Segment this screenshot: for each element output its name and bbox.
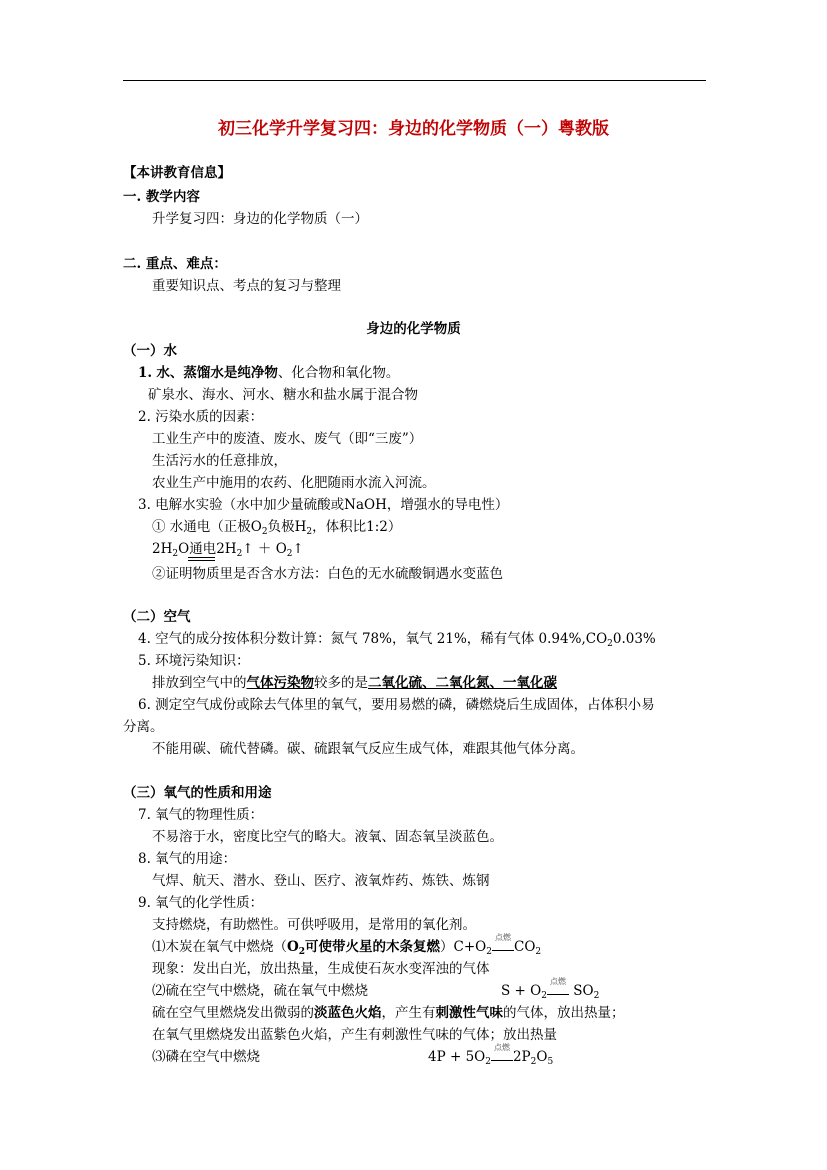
air-line-4: 6. 测定空气成份或除去气体里的氧气，要用易燃的磷，磷燃烧后生成固体，占体积小易 [138,697,655,713]
electrolysis-equation [152,540,304,563]
underlined-phrase: 二氧化硫、二氧化氮、一氧化碳 [368,675,557,691]
text: 4P + 5O [428,1049,486,1065]
oxygen-line-2: 不易溶于水，密度比空气的略大。液氧、固态氧呈淡蓝色。 [152,829,503,845]
water-line-8 [152,518,401,541]
air-line-2: 5. 环境污染知识： [138,653,250,669]
water-line-3: 2. 污染水质的因素： [138,409,264,425]
subscript: 2 [535,947,542,957]
oxygen-line-3: 8. 氧气的用途： [138,851,237,867]
phosphorus-combustion: ⑶磷在空气中燃烧 [152,1049,260,1065]
text: O [178,541,190,557]
subscript: 2 [593,991,600,1001]
text: ）C+O [440,939,487,955]
condition-label: 点燃 [493,1043,510,1052]
phosphorus-equation [428,1043,554,1071]
text: ① 水通电（正极O [152,519,262,535]
header-rule [123,80,706,81]
subscript: 2 [486,947,492,957]
subscript: 2 [541,991,547,1001]
water-line-2: 矿泉水、海水、河水、糖水和盐水属于混合物 [148,387,418,403]
subscript: 2 [485,1057,491,1067]
text: ↑ [292,541,304,557]
section-1-title: 一. 教学内容 [123,189,200,205]
carbon-combustion [152,933,542,961]
water-line-10: ②证明物质里是否含水方法：白色的无水硫酸铜遇水变蓝色 [152,566,503,582]
air-heading: （二）空气 [123,609,191,625]
document-title: 初三化学升学复习四：身边的化学物质（一）粤教版 [218,119,609,139]
text: ↑ ＋ O [242,541,287,557]
subscript: 2 [298,947,306,957]
air-line-6: 不能用碳、硫代替磷。碳、硫跟氧气反应生成气体，难跟其他气体分离。 [152,741,584,757]
section-2-body: 重要知识点、考点的复习与整理 [152,278,341,294]
water-line-7: 3. 电解水实验（水中加少量硫酸或NaOH，增强水的导电性） [138,497,509,513]
subscript: 2 [236,549,243,559]
water-heading: （一）水 [123,343,177,359]
text: 的气体，放出热量； [503,1005,625,1021]
air-line-5: 分离。 [123,719,164,735]
text: 硫在空气里燃烧发出微弱的 [152,1005,314,1021]
subscript: 2 [607,639,613,649]
text: ，体积比1:2） [312,519,402,535]
subscript: 2 [306,527,313,537]
text: 较多的是 [314,675,368,691]
text: 2H [216,541,237,557]
text: SO [573,983,594,999]
water-line-5: 生活污水的任意排放， [152,453,287,469]
text: 2H [152,541,173,557]
text: 2P [512,1049,531,1065]
condition-label: 点燃 [549,977,566,986]
sulfur-equation [501,977,600,1005]
subscript: 2 [261,527,268,537]
text: O [536,1049,548,1065]
oxygen-line-6: 支持燃烧，有助燃性。可供呼吸用，是常用的氧化剂。 [152,917,476,933]
subscript: 2 [286,549,293,559]
text: 、化合物和氧化物。 [277,365,400,381]
carbon-observation: 现象：发出白光，放出热量，生成使石灰水变浑浊的气体 [152,961,490,977]
equation-equals-sign [188,557,215,561]
oxygen-line-4: 气焊、航天、潜水、登山、医疗、液氧炸药、炼铁、炼钢 [152,873,490,889]
text: ⑴木炭在氧气中燃烧（ [152,939,287,955]
condition-label: 点燃 [494,933,511,942]
subscript: 2 [530,1057,537,1067]
ignition-condition [491,1043,513,1066]
center-heading: 身边的化学物质 [366,321,461,337]
reaction-condition: 通电 [189,541,217,557]
bold-phrase: 水、蒸馏水是纯净物 [156,365,278,381]
bold-text: 淡蓝色火焰 [314,1005,382,1021]
item-number: 1. [138,365,153,381]
section-2-title: 二. 重点、难点： [123,256,227,272]
sulfur-combustion: ⑵硫在空气中燃烧，硫在氧气中燃烧 [152,983,368,999]
text: 负极H [267,519,307,535]
text: 4. 空气的成分按体积分数计算：氮气 78%，氧气 21%，稀有气体 0.94%,CO [138,631,608,647]
subscript: 5 [547,1057,554,1067]
bold-text: 可使带火星的木条复燃 [305,939,441,955]
air-line-1 [138,630,656,653]
text: ，产生有 [381,1005,436,1021]
text: CO [513,939,536,955]
section-1-body: 升学复习四：身边的化学物质（一） [152,211,368,227]
water-line-6: 农业生产中施用的农药、化肥随雨水流入河流。 [152,475,436,491]
text: 排放到空气中的 [152,675,247,691]
water-line-4: 工业生产中的废渣、废水、废气（即“三废”） [152,431,423,447]
oxygen-line-5: 9. 氧气的化学性质： [138,895,264,911]
water-line-1 [138,364,399,382]
text: S + O [501,983,542,999]
ignition-condition [547,977,569,1000]
info-header: 【本讲教育信息】 [123,165,231,181]
bold-text: O [287,939,299,955]
subscript: 2 [172,549,179,559]
sulfur-in-air [152,1004,625,1022]
text: 0.03% [612,631,656,647]
ignition-condition [492,933,514,956]
oxygen-line-1: 7. 氧气的物理性质： [138,807,264,823]
air-line-3 [152,674,557,692]
sulfur-in-oxygen: 在氧气里燃烧发出蓝紫色火焰，产生有刺激性气味的气体；放出热量 [152,1027,557,1043]
underlined-phrase: 气体污染物 [246,675,314,691]
oxygen-heading: （三）氧气的性质和用途 [123,785,272,801]
bold-text: 刺激性气味 [435,1005,503,1021]
